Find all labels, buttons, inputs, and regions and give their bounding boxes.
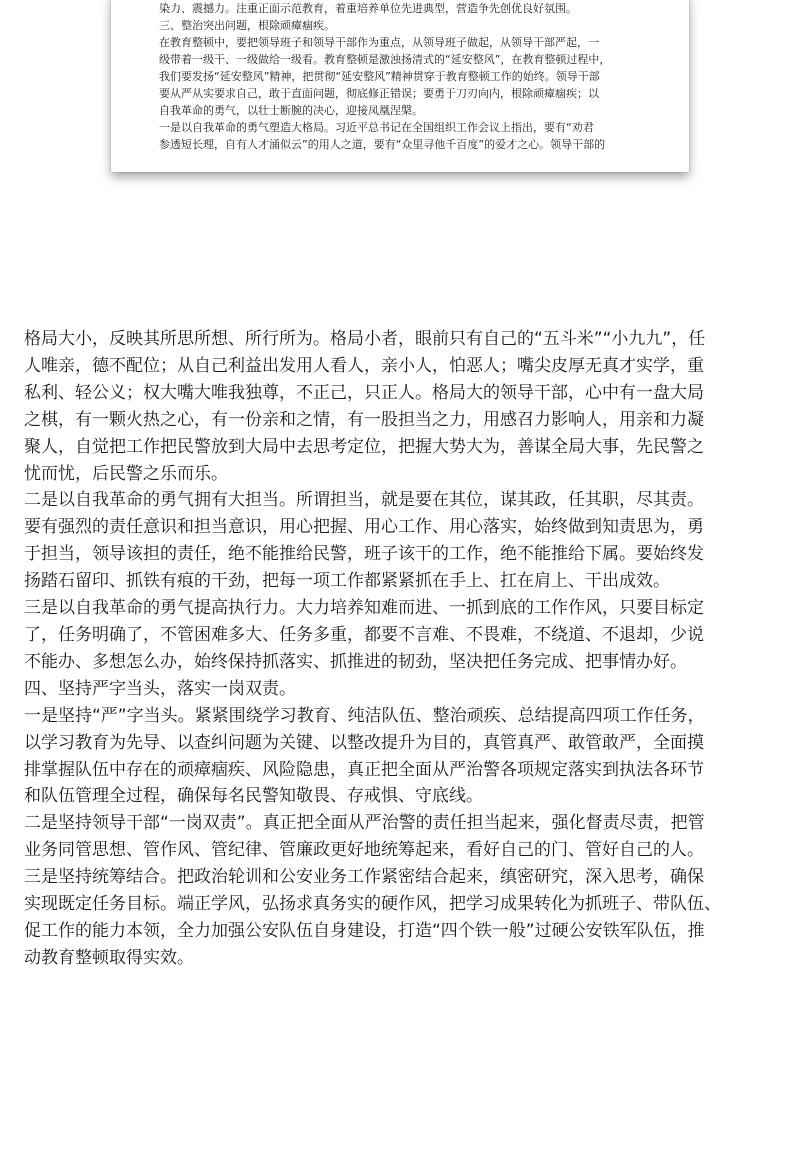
body-line: 三是以自我革命的勇气提高执行力。大力培养知难而进、一抓到底的工作作风，只要目标定 (24, 598, 704, 619)
body-line: 实现既定任务目标。端正学风，弘扬求真务实的硬作风，把学习成果转化为抓班子、带队伍、 (24, 894, 721, 915)
body-line: 要有强烈的责任意识和担当意识，用心把握、用心工作、用心落实，始终做到知责思为，勇 (24, 517, 704, 538)
body-line: 和队伍管理全过程，确保每名民警知敬畏、存戒惧、守底线。 (24, 786, 483, 807)
body-line: 三是坚持统筹结合。把政治轮训和公安业务工作紧密结合起来，缜密研究，深入思考，确保 (24, 867, 704, 888)
body-line: 了，任务明确了，不管困难多大、任务多重，都要不言难、不畏难，不绕道、不退却，少说 (24, 624, 704, 645)
body-line: 以学习教育为先导、以查纠问题为关键、以整改提升为目的，真管真严、敢管敢严，全面摸 (24, 732, 704, 753)
preview-text-block (159, 0, 643, 153)
body-line: 二是以自我革命的勇气拥有大担当。所谓担当，就是要在其位，谋其政，任其职，尽其责。 (24, 490, 704, 511)
body-line: 业务同管思想、管作风、管纪律、管廉政更好地统筹起来，看好自己的门、管好自己的人。 (24, 840, 704, 861)
preview-line: 我们要发扬“延安整风”精神，把贯彻“延安整风”精神贯穿于教育整顿工作的始终。领导干部 (159, 70, 600, 83)
document-page-preview (111, 0, 689, 172)
body-line: 格局大小，反映其所思所想、所行所为。格局小者，眼前只有自己的“五斗米”“小九九”，任 (24, 329, 706, 349)
body-line: 私利、轻公义；权大嘴大唯我独尊，不正己，只正人。格局大的领导干部，心中有一盘大局 (24, 382, 704, 403)
section-heading: 四、坚持严字当头，落实一岗双责。 (24, 678, 296, 699)
preview-line: 在教育整顿中，要把领导班子和领导干部作为重点，从领导班子做起，从领导干部严起，一 (159, 36, 599, 49)
body-line: 一是坚持“严”字当头。紧紧围绕学习教育、纯洁队伍、整治顽疾、总结提高四项工作任务， (24, 705, 705, 726)
body-line: 于担当，领导该担的责任，绝不能推给民警，班子该干的工作，绝不能推给下属。要始终发 (24, 544, 704, 565)
body-line: 二是坚持领导干部“一岗双责”。真正把全面从严治警的责任担当起来，强化督责尽责，把管 (24, 813, 705, 834)
body-line: 扬踏石留印、抓铁有痕的干劲，把每一项工作都紧紧抓在手上、扛在肩上、干出成效。 (24, 571, 670, 592)
preview-line: 自我革命的勇气，以壮士断腕的决心，迎接凤凰涅槃。 (159, 104, 423, 117)
preview-line: 参透短长理，自有人才涌似云”的用人之道，要有“众里寻他千百度”的爱才之心。领导干部的 (159, 138, 606, 151)
body-line: 忧而忧，后民警之乐而乐。 (24, 463, 228, 484)
body-line: 排掌握队伍中存在的顽瘴痼疾、风险隐患，真正把全面从严治警各项规定落实到执法各环节 (24, 759, 704, 780)
body-line: 聚人，自觉把工作把民警放到大局中去思考定位，把握大势大为，善谋全局大事，先民警之 (24, 436, 704, 457)
preview-line: 要从严从实要求自己，敢于直面问题，彻底修正错误；要勇于刀刃向内，根除顽瘴痼疾；以 (159, 87, 599, 100)
body-line: 人唯亲，德不配位；从自己利益出发用人看人，亲小人，怕恶人；嘴尖皮厚无真才实学，重 (24, 355, 704, 376)
body-line: 不能办、多想怎么办，始终保持抓落实、抓推进的韧劲，坚决把任务完成、把事情办好。 (24, 651, 687, 672)
preview-line: 一是以自我革命的勇气塑造大格局。习近平总书记在全国组织工作会议上指出，要有“劝君 (159, 121, 594, 134)
preview-line: 三、整治突出问题，根除顽瘴痼疾。 (159, 19, 335, 32)
preview-line: 染力、震撼力。注重正面示范教育，着重培养单位先进典型，营造争先创优良好氛围。 (159, 2, 577, 15)
body-line: 促工作的能力本领，全力加强公安队伍自身建设，打造“四个铁一般”过硬公安铁军队伍，推 (24, 920, 705, 941)
body-line: 之棋，有一颗火热之心，有一份亲和之情，有一股担当之力，用感召力影响人，用亲和力凝 (24, 409, 704, 430)
body-line: 动教育整顿取得实效。 (24, 947, 194, 968)
preview-line: 级带着一级干、一级做给一级看。教育整顿是激浊扬清式的“延安整风”，在教育整顿过程中， (159, 53, 611, 66)
document-body-text (24, 326, 780, 972)
